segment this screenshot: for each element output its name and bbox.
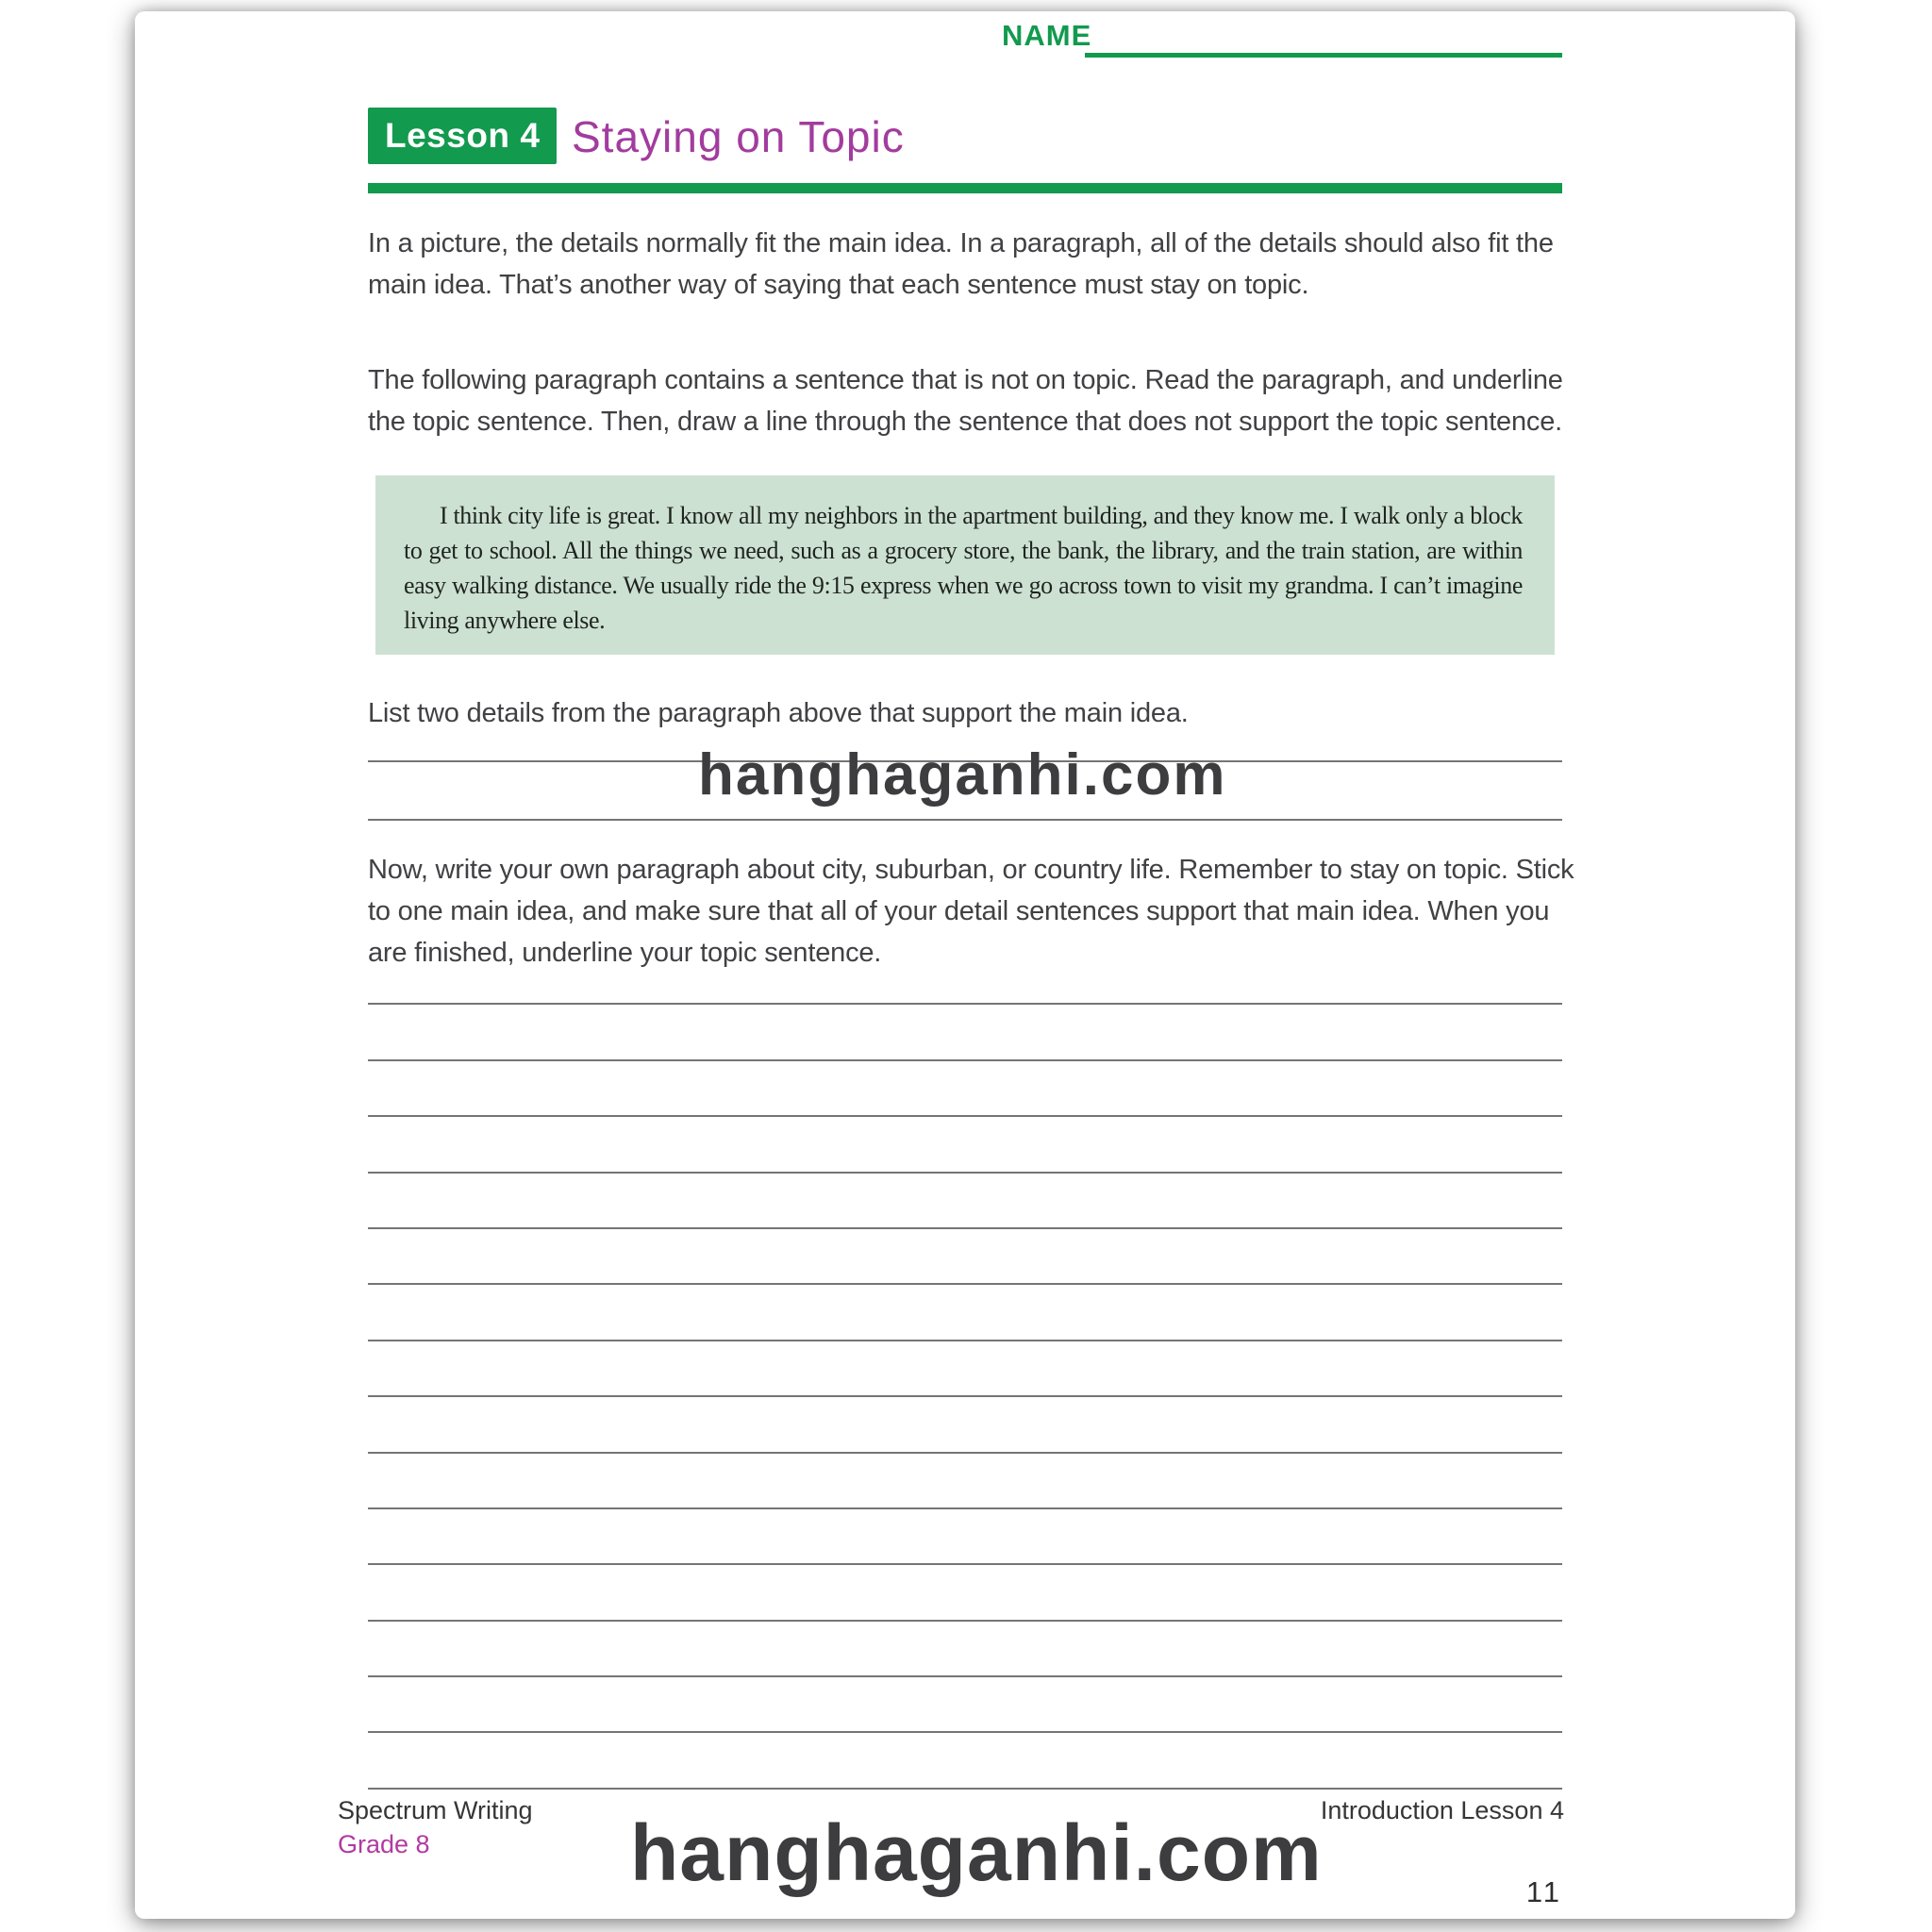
writing-line-14[interactable]: [368, 1677, 1562, 1733]
example-paragraph: I think city life is great. I know all my neighbors in the apartment building, and they know me. I walk only a block to get to school. All the things we need, such as a grocery store, the bank, the library, and the train station, are within easy walking distance. We usually ride the 9:15 express when we go across town to visit my grandma. I can’t imagine living anywhere else.: [404, 502, 1523, 634]
writing-line-6[interactable]: [368, 1229, 1562, 1285]
name-label: NAME: [1002, 19, 1092, 52]
writing-line-3[interactable]: [368, 1061, 1562, 1117]
watermark-mid: hanghaganhi.com: [698, 742, 1227, 808]
watermark-bottom: hanghaganhi.com: [630, 1808, 1323, 1897]
writing-line-15[interactable]: [368, 1733, 1562, 1789]
footer-page-number: 11: [1525, 1875, 1562, 1908]
write-prompt: Now, write your own paragraph about city, suburban, or country life. Remember to stay on topic. Stick to one main idea, and make sure that all of your detail sentences support that main idea. When you are finished, underline your topic sentence.: [368, 855, 1574, 968]
writing-lines[interactable]: [368, 949, 1562, 1790]
writing-line-10[interactable]: [368, 1454, 1562, 1509]
footer-chapter: Introduction Lesson 4: [1320, 1796, 1564, 1824]
writing-line-7[interactable]: [368, 1285, 1562, 1341]
header-rule: [368, 183, 1562, 193]
writing-line-13[interactable]: [368, 1622, 1562, 1677]
lesson-title: Staying on Topic: [572, 112, 905, 161]
lesson-badge: Lesson 4: [368, 108, 557, 164]
writing-line-2[interactable]: [368, 1005, 1562, 1060]
name-write-line[interactable]: [1085, 17, 1562, 58]
answer-line-2[interactable]: [368, 819, 1562, 821]
writing-line-8[interactable]: [368, 1341, 1562, 1397]
example-box: [375, 475, 1555, 655]
footer-series: Spectrum Writing: [338, 1796, 533, 1824]
writing-line-4[interactable]: [368, 1117, 1562, 1173]
intro-paragraph-2: The following paragraph contains a sentence that is not on topic. Read the paragraph, and underline the topic sentence. Then, draw a line through the sentence that does not support the topic sentence.: [368, 365, 1563, 437]
intro-paragraph-1: In a picture, the details normally fit the main idea. In a paragraph, all of the details should also fit the main idea. That’s another way of saying that each sentence must stay on topic.: [368, 228, 1554, 300]
footer-grade: Grade 8: [338, 1830, 430, 1858]
writing-line-11[interactable]: [368, 1509, 1562, 1565]
writing-line-9[interactable]: [368, 1397, 1562, 1453]
writing-line-5[interactable]: [368, 1174, 1562, 1229]
list-prompt: List two details from the paragraph above that support the main idea.: [368, 698, 1189, 728]
writing-line-12[interactable]: [368, 1565, 1562, 1621]
writing-line-1[interactable]: [368, 949, 1562, 1005]
